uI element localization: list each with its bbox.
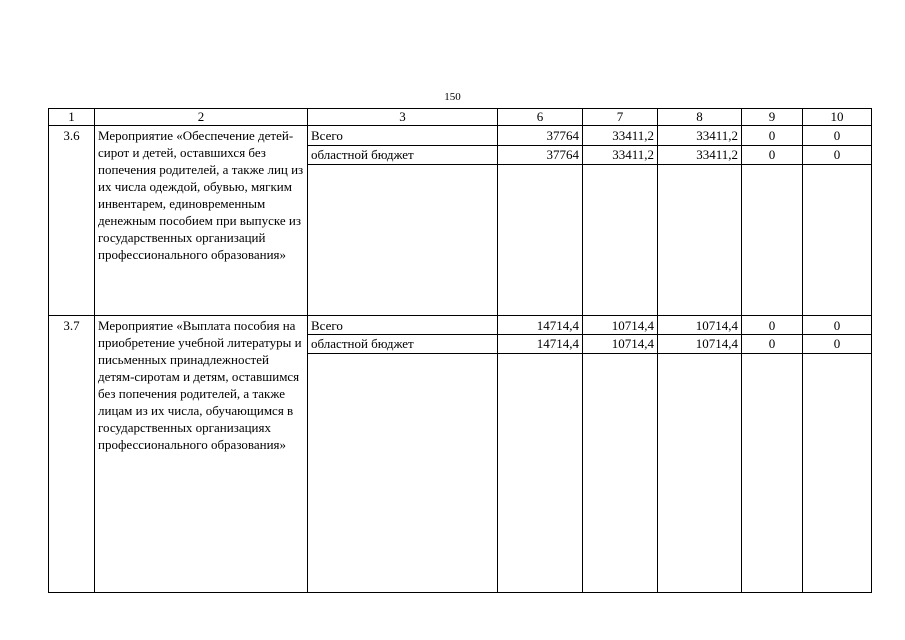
- empty-cell: [498, 354, 583, 593]
- value-col-7: 33411,2: [583, 146, 658, 165]
- value-col-7: 10714,4: [583, 316, 658, 335]
- header-cell: 3: [308, 109, 498, 126]
- empty-cell: [583, 165, 658, 316]
- value-col-6: 14714,4: [498, 335, 583, 354]
- value-col-10: 0: [803, 316, 872, 335]
- header-cell: 10: [803, 109, 872, 126]
- page-number: 150: [444, 91, 461, 103]
- value-col-6: 37764: [498, 126, 583, 146]
- activity-number: 3.7: [49, 316, 95, 593]
- funding-source: Всего: [308, 126, 498, 146]
- empty-cell: [803, 354, 872, 593]
- value-col-8: 33411,2: [658, 126, 742, 146]
- funding-source: Всего: [308, 316, 498, 335]
- activity-name: Мероприятие «Выплата пособия на приобретение учебной литературы и письменных принадлежностей детям-сиротам и детям, оставшимся без попечения родителей, а также лицам из их числа, обучающимся в государственных организациях профессионального образования»: [95, 316, 308, 593]
- empty-cell: [658, 165, 742, 316]
- header-cell: 8: [658, 109, 742, 126]
- value-col-9: 0: [742, 146, 803, 165]
- table-row: [49, 316, 872, 335]
- value-col-10: 0: [803, 335, 872, 354]
- funding-source: областной бюджет: [308, 335, 498, 354]
- empty-cell: [742, 354, 803, 593]
- header-cell: 1: [49, 109, 95, 126]
- value-col-10: 0: [803, 126, 872, 146]
- empty-cell: [803, 165, 872, 316]
- activity-number: 3.6: [49, 126, 95, 316]
- header-cell: 2: [95, 109, 308, 126]
- value-col-7: 10714,4: [583, 335, 658, 354]
- value-col-8: 10714,4: [658, 316, 742, 335]
- empty-cell: [742, 165, 803, 316]
- value-col-9: 0: [742, 126, 803, 146]
- value-col-9: 0: [742, 316, 803, 335]
- budget-table: [48, 108, 872, 593]
- activity-name: Мероприятие «Обеспечение детей-сирот и детей, оставшихся без попечения родителей, а также лиц из их числа одеждой, обувью, мягким инвентарем, единовременным денежным пособием при выпуске из государственных организаций профессионального образования»: [95, 126, 308, 316]
- funding-source: областной бюджет: [308, 146, 498, 165]
- value-col-10: 0: [803, 146, 872, 165]
- value-col-9: 0: [742, 335, 803, 354]
- value-col-8: 10714,4: [658, 335, 742, 354]
- empty-cell: [308, 165, 498, 316]
- header-cell: 9: [742, 109, 803, 126]
- empty-cell: [658, 354, 742, 593]
- empty-cell: [498, 165, 583, 316]
- value-col-8: 33411,2: [658, 146, 742, 165]
- value-col-7: 33411,2: [583, 126, 658, 146]
- header-cell: 6: [498, 109, 583, 126]
- table-row: [49, 126, 872, 146]
- header-cell: 7: [583, 109, 658, 126]
- empty-cell: [583, 354, 658, 593]
- value-col-6: 14714,4: [498, 316, 583, 335]
- table-header-row: [49, 109, 872, 126]
- empty-cell: [308, 354, 498, 593]
- value-col-6: 37764: [498, 146, 583, 165]
